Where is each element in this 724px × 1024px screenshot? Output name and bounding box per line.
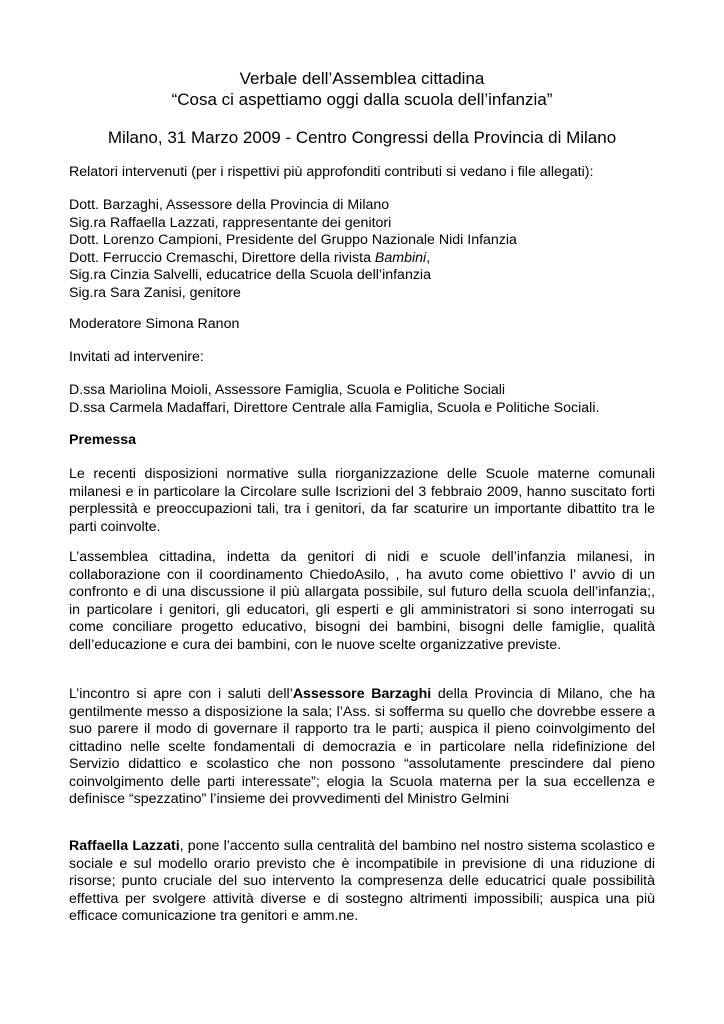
invited-intro: Invitati ad intervenire: — [69, 349, 204, 365]
premessa-heading-text: Premessa — [69, 432, 137, 448]
invited-item: D.ssa Carmela Madaffari, Direttore Centrale alla Famiglia, Scuola e Politiche Sociali. — [69, 399, 600, 416]
paragraph-premessa-1: Le recenti disposizioni normative sulla riorganizzazione delle Scuole materne comunali milanesi e in particolare la Circolare sulle Iscrizioni del 3 febbraio 2009, hanno suscitato forti perplessità e preoccupazioni tali, tra i genitori, da far scaturire un importante dibattito tra le parti coinvolte. — [69, 466, 655, 535]
lazzati-text: , pone l’accento sulla centralità del bambino nel nostro sistema scolastico e sociale e sul modello orario previsto che è incompatibile in previsione di una riduzione di risorse; punto cruciale del suo intervento la compresenza delle educatrici quale possibilità effettiva per svolgere attività diverse e di sostegno altrimenti impossibili; auspica una più efficace comunicazione tra genitori e amm.ne. — [69, 838, 655, 924]
document-title — [0, 68, 724, 110]
speaker-item: Sig.ra Raffaella Lazzati, rappresentante dei genitori — [69, 214, 392, 231]
speaker-text-end: , — [426, 249, 431, 266]
speaker-item: Sig.ra Sara Zanisi, genitore — [69, 284, 241, 301]
invited-list — [69, 382, 655, 417]
lazzati-name: Raffaella Lazzati — [69, 838, 180, 854]
invited-item: D.ssa Mariolina Moioli, Assessore Famiglia, Scuola e Politiche Sociali — [69, 382, 506, 398]
section-heading-premessa — [69, 432, 655, 450]
magazine-title: Bambini — [374, 249, 427, 266]
title-line-2: “Cosa ci aspettiamo oggi dalla scuola dell’infanzia” — [171, 90, 553, 109]
paragraph-premessa-2: L’assemblea cittadina, indetta da genitori di nidi e scuole dell’infanzia milanesi, in collaborazione con il coordinamento ChiedoAsilo, , ha avuto come obiettivo l’ avvio di un confronto e di una discussione il più allargata possibile, sul futuro della scuola dell’infanzia;, in particolare i genitori, gli educatori, gli esperti e gli amministratori si sono interrogati su come conciliare progetto educativo, bisogni dei bambini, bisogni delle famiglie, qualità dell’educazione e cura dei bambini, con le nuove scelte organizzative previste. — [69, 549, 655, 653]
speaker-text: Dott. Ferruccio Cremaschi, Direttore della rivista — [69, 249, 375, 266]
speakers-list — [69, 197, 655, 302]
paragraph-barzaghi — [69, 686, 655, 809]
moderator: Moderatore Simona Ranon — [69, 316, 240, 332]
speaker-item — [69, 250, 655, 268]
barzaghi-text-start: L’incontro si apre con i saluti dell’ — [69, 686, 293, 702]
speaker-item: Dott. Lorenzo Campioni, Presidente del Gruppo Nazionale Nidi Infanzia — [69, 232, 517, 248]
barzaghi-name: Assessore Barzaghi — [292, 686, 432, 702]
paragraph-lazzati — [69, 838, 655, 926]
barzaghi-text-rest: della Provincia di Milano, che ha gentilmente messo a disposizione la sala; l’Ass. si sofferma su quello che dovrebbe essere a suo parere il modo di governare il rapporto tra le parti; auspica il pieno coinvolgimento del cittadino nelle scelte fondamentali di democrazia e in particolare nella ridefinizione del Servizio didattico e scolastico che non possono “assolutamente prescindere dal pieno coinvolgimento delle parti interessate”; elogia la Scuola materna per la sua eccellenza e definisce “spezzatino” l’insieme dei provvedimenti del Ministro Gelmini — [69, 686, 655, 807]
dateline: Milano, 31 Marzo 2009 - Centro Congressi della Provincia di Milano — [107, 128, 617, 147]
speaker-item: Dott. Barzaghi, Assessore della Provincia di Milano — [69, 197, 390, 213]
title-line-1: Verbale dell’Assemblea cittadina — [239, 69, 485, 88]
speakers-intro: Relatori intervenuti (per i rispettivi più approfonditi contributi si vedano i file allegati): — [69, 164, 594, 180]
speaker-item: Sig.ra Cinzia Salvelli, educatrice della Scuola dell’infanzia — [69, 267, 431, 283]
